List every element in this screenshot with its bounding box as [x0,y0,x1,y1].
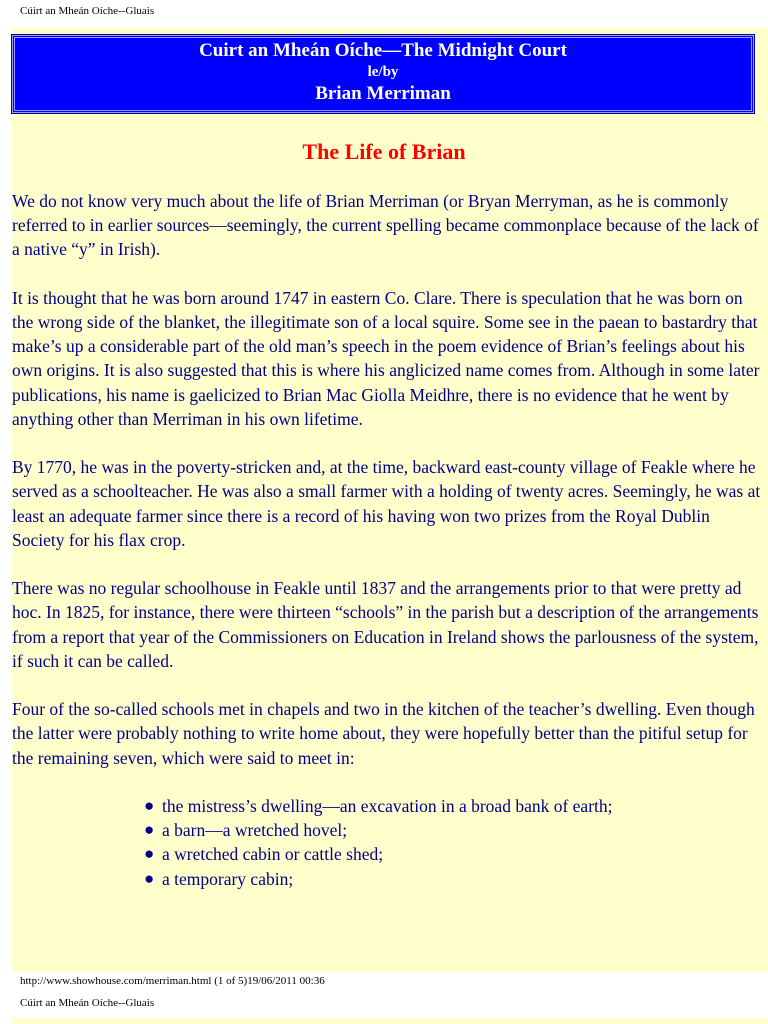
bullet-icon: ● [144,844,155,864]
bullet-icon: ● [144,796,155,815]
list-item [144,842,662,866]
list-item-text: a barn—a wretched hovel; [162,820,348,841]
page-heading: The Life of Brian [302,139,466,164]
paragraph-1: We do not know very much about the life of Brian Merriman (or Bryan Merryman, as he is commonly referred to in earlier sources—seemingly, the current spelling became commonplace because of the lack of a native “y” in Irish). [12,191,759,260]
list-item [144,794,662,818]
list-item [144,818,662,842]
paragraph-2: It is thought that he was born around 1747 in eastern Co. Clare. There is speculation that he was born on the wrong side of the blanket, the illegitimate son of a local squire. Some see in the paean to bastardry that make’s up a considerable part of the old man’s speech in the poem evidence of Brian’s feelings about his own origins. It is also suggested that this is where his anglicized name comes from. Although in some later publications, his name is gaelicized to Brian Mac Giolla Meidhre, there is no evidence that he went by anything other than Merriman in his own lifetime. [12,287,760,429]
list-item [144,867,662,891]
banner-le-by: le/by [367,64,399,80]
school-locations-list [12,794,764,891]
print-header: Cúirt an Mheán Oíche--Gluais [20,5,155,17]
banner-author: Brian Merriman [315,83,451,104]
next-page-background [12,1018,768,1024]
bullet-icon: ● [144,868,155,888]
list-item-text: the mistress’s dwelling—an excavation in a broad bank of earth; [162,796,613,816]
print-footer-url: http://www.showhouse.com/merriman.html (1 of 5)19/06/2011 00:36 [20,975,325,987]
article-body [12,189,764,891]
title-banner [12,35,754,113]
list-item-text: a wretched cabin or cattle shed; [162,844,384,865]
list-item-text: a temporary cabin; [162,868,294,889]
banner-title: Cuirt an Mheán Oíche—The Midnight Court [199,40,567,61]
paragraph-3: By 1770, he was in the poverty-stricken and, at the time, backward east-county village of Feakle where he served as a schoolteacher. He was also a small farmer with a holding of twenty acres. Seemingly, he was at least an adequate farmer since there is a record of his having won two prizes from the Royal Dublin Society for his flax crop. [12,457,761,550]
paragraph-4: There was no regular schoolhouse in Feakle until 1837 and the arrangements prior to that were pretty ad hoc. In 1825, for instance, there were thirteen “schools” in the parish but a description of the arrangements from a report that year of the Commissioners on Education in Ireland shows the parlousness of the system, if such it can be called. [12,578,759,671]
print-header-next-page: Cúirt an Mheán Oíche--Gluais [20,997,155,1009]
bullet-icon: ● [144,820,155,840]
paragraph-5: Four of the so-called schools met in chapels and two in the kitchen of the teacher’s dwelling. Even though the latter were probably nothing to write home about, they were hopefully better than the pitiful setup for the remaining seven, which were said to meet in: [12,699,755,768]
